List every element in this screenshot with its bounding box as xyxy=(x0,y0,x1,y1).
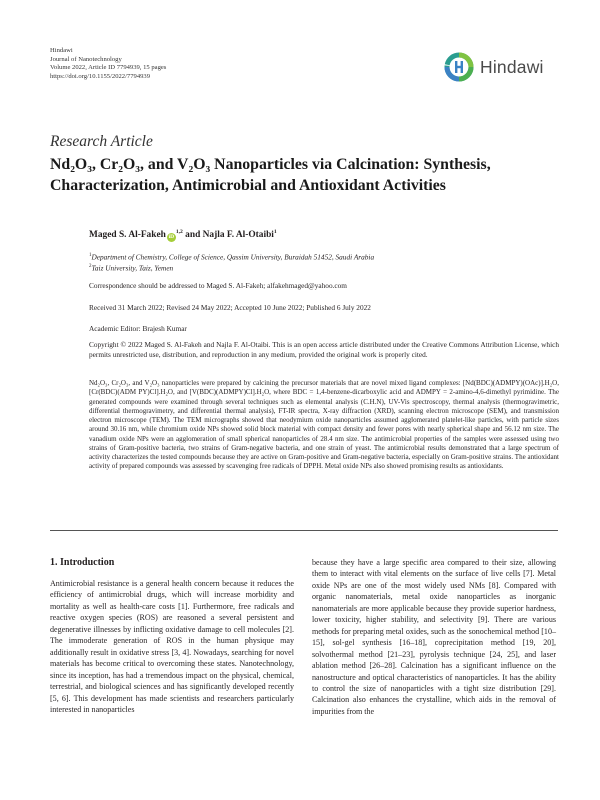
section-heading: 1. Introduction xyxy=(50,557,115,568)
hindawi-logo[interactable] xyxy=(443,50,558,84)
journal-doi[interactable]: https://doi.org/10.1155/2022/7794939 xyxy=(50,72,151,80)
correspondence: Correspondence should be addressed to Maged S. Al-Fakeh; alfakehmaged@yahoo.com xyxy=(89,281,347,290)
author-name[interactable]: Najla F. Al-Otaibi xyxy=(202,230,274,241)
affiliation-sup: 2 xyxy=(89,264,92,270)
author-name[interactable]: Maged S. Al-Fakeh xyxy=(89,230,166,241)
publisher-name: Hindawi xyxy=(50,47,73,54)
author-separator: and xyxy=(182,230,203,241)
copyright-notice: Copyright © 2022 Maged S. Al-Fakeh and Najla F. Al-Otaibi. This is an open access article distributed under the Creative Commons Attribution License, which permits unrestricted use, distribution, and reproduction in any medium, provided the original work is properly cited. xyxy=(89,340,559,359)
intro-column-left xyxy=(50,557,294,715)
section-divider xyxy=(50,530,558,531)
intro-column-right xyxy=(312,557,556,717)
body-paragraph: because they have a large specific area compared to their size, allowing them to interact with vital elements on the surface of live cells [7]. Metal oxide NPs are one of the most widely used NMs [8]. Compared with organic nanomaterials, metal oxide nanoparticles as inorganic nanomaterials are more applicable because they provide superior hardness, lower toxicity, higher stability, and selectivity [9]. There are various methods for preparing metal oxides, such as the sonochemical method [10–15], sol-gel synthesis [16–18], coprecipitation method [19, 20], solvothermal method [21–23], pyrolysis technique [24, 25], and laser ablation method [26–28]. Calcination has a significant influence on the nanostructure and optical characteristics of nanoparticles. It has the ability to control the size of nanoparticles with a tight size distribution [29]. Calcination also enhances the crystalline, which aids in the removal of impurities from the xyxy=(312,558,556,716)
body-paragraph: Antimicrobial resistance is a general health concern because it reduces the efficiency of antimicrobial drugs, which will increase morbidity and mortality as well as health-care costs [1]. Furthermore, free radicals and reactive oxygen species (ROS) are reasoned a several persistent and degenerative illnesses by inflicting oxidative damage to cell molecules [2]. The immoderate generation of ROS in the human physique may additionally result in oxidative stress [3, 4]. Nowadays, searching for novel materials has become critical to overcoming these states. Nanotechnology, since its inception, has had a tremendous impact on the physical, chemical, terrestrial, and biological sciences and has significantly developed recently [5, 6]. This development has made scientists and researchers particularly interested in nanoparticles xyxy=(50,579,294,714)
academic-editor: Academic Editor: Brajesh Kumar xyxy=(89,324,187,333)
affiliation-1: Department of Chemistry, College of Science, Qassim University, Buraidah 51452, Saudi Arabia xyxy=(91,252,375,262)
logo-text: Hindawi xyxy=(480,56,544,77)
journal-name: Journal of Nanotechnology xyxy=(50,55,122,63)
abstract: Nd₂O₃, Cr₂O₃, and V₂O₃ nanoparticles were prepared by calcining the precursor materials that are novel mixed ligand complexes: [Nd(BDC)(ADMPY)(OAc)].H₂O, [Cr(BDC)(ADM PY)Cl].H₂O, and [V(BDC)(ADMPY)Cl].H₂O, where BDC = 1,4-benzene-dicarboxylic acid and ADMPY = 2-amino-4,6-dimethyl pyrimidine. The generated compounds were examined through several techniques such as elemental analysis (C.H.N), UV-Vis spectroscopy, thermal analysis (thermogravimetric, differential thermogravimetry, and differential thermal analysis), FT-IR spectra, X-ray diffraction (XRD), scanning electron microscope (SEM), and transmission electron microscope (TEM). The TEM micrographs showed that neodymium oxide nanoparticles assumed agglomerated platelet-like particles, with particle sizes around 30.16 nm, while chromium oxide NPs showed solid block material with compact density and fewer pores with nearly spherical shape and 56.12 nm size. The vanadium oxide NPs were an agglomeration of small spherical nanoparticles of 28.4 nm size. The antimicrobial properties of the samples were assessed using two strains of Gram-positive bacteria, two strains of Gram-negative bacteria, and one strain of yeast. The antimicrobial results demonstrated that a large spectrum of activity characterizes the tested compounds because they are active on Gram-positive and Gram-negative bacteria, especially on Gram-positive strains. The antioxidant activity of prepared compounds was assessed by scavenging free radicals of DPPH. Metal oxide NPs also showed promising results as antioxidants. xyxy=(89,379,559,471)
article-type: Research Article xyxy=(50,133,153,150)
journal-info xyxy=(50,47,310,81)
affiliation-2: Taiz University, Taiz, Yemen xyxy=(91,263,174,273)
hindawi-logo-icon xyxy=(443,51,475,83)
author-affiliation-sup: 1,2 xyxy=(175,229,183,235)
orcid-icon[interactable]: iD xyxy=(168,234,175,241)
journal-volume: Volume 2022, Article ID 7794939, 15 pages xyxy=(50,64,167,72)
affiliation-sup: 1 xyxy=(89,253,92,258)
publication-dates: Received 31 March 2022; Revised 24 May 2022; Accepted 10 June 2022; Published 6 July 2022 xyxy=(89,303,371,312)
author-list xyxy=(89,229,559,242)
author-affiliation-sup: 1 xyxy=(273,229,277,235)
article-title: Nd₂O₃, Cr₂O₃, and V₂O₃ Nanoparticles via Calcination: Synthesis, Characterization, Antimicrobial and Antioxidant Activities xyxy=(50,156,491,194)
affiliations xyxy=(89,251,559,273)
